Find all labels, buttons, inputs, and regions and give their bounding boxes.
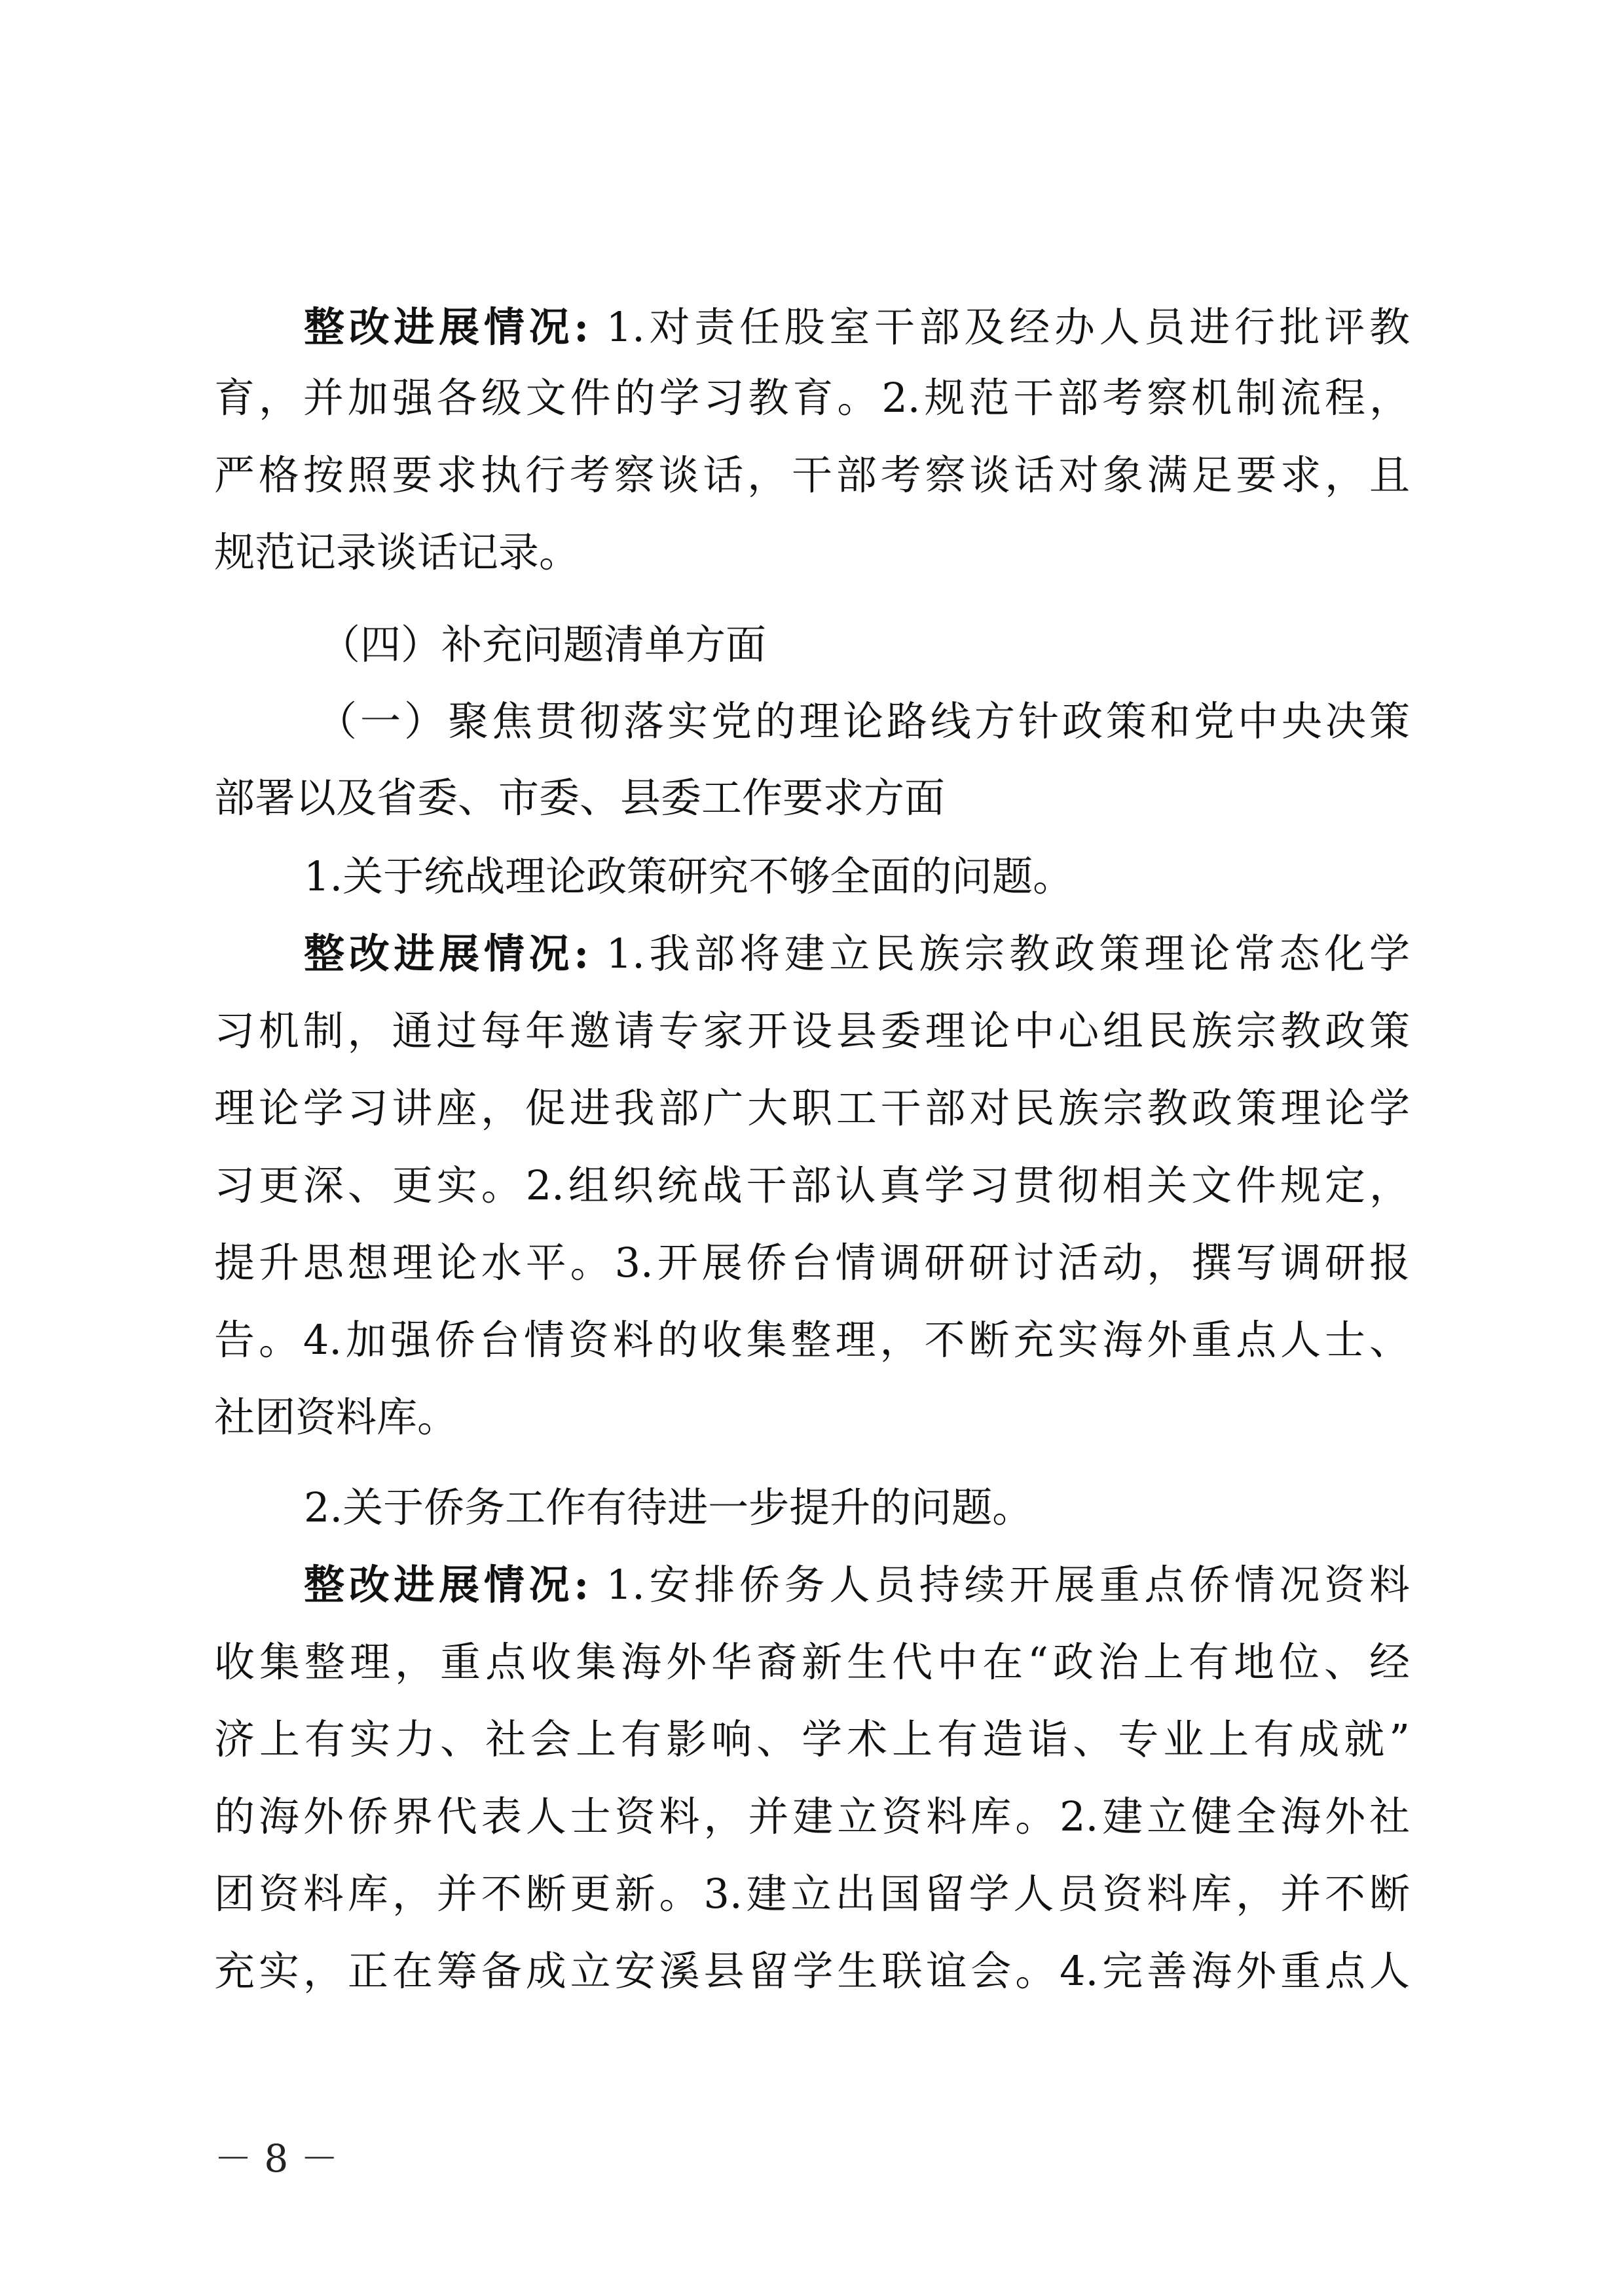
progress-label: 整改进展情况: bbox=[304, 303, 589, 351]
paragraph-1-line-1: 整改进展情况: 1.对责任股室干部及经办人员进行批评教 bbox=[304, 303, 1410, 351]
paragraph-1-line-4: 规范记录谈话记录。 bbox=[214, 528, 580, 576]
issue-heading-2: 2.关于侨务工作有待进一步提升的问题。 bbox=[304, 1484, 1033, 1531]
paragraph-1-line-2: 育，并加强各级文件的学习教育。2.规范干部考察机制流程， bbox=[214, 374, 1410, 422]
section-heading-4: （四）补充问题清单方面 bbox=[320, 621, 767, 668]
subsection-heading-1-line-2: 部署以及省委、市委、县委工作要求方面 bbox=[214, 774, 946, 822]
paragraph-2-line-6: 告。4.加强侨台情资料的收集整理，不断充实海外重点人士、 bbox=[214, 1316, 1410, 1364]
paragraph-3-line-3: 济上有实力、社会上有影响、学术上有造诣、专业上有成就” bbox=[214, 1715, 1410, 1763]
issue-heading-1: 1.关于统战理论政策研究不够全面的问题。 bbox=[304, 852, 1074, 900]
paragraph-3-line-6: 充实，正在筹备成立安溪县留学生联谊会。4.完善海外重点人 bbox=[214, 1947, 1410, 1995]
paragraph-3-line-4: 的海外侨界代表人士资料，并建立资料库。2.建立健全海外社 bbox=[214, 1793, 1410, 1840]
paragraph-2-line-4: 习更深、更实。2.组织统战干部认真学习贯彻相关文件规定， bbox=[214, 1161, 1410, 1209]
paragraph-2-line-3: 理论学习讲座，促进我部广大职工干部对民族宗教政策理论学 bbox=[214, 1084, 1410, 1132]
paragraph-3-line-2: 收集整理，重点收集海外华裔新生代中在“政治上有地位、经 bbox=[214, 1638, 1410, 1686]
subsection-heading-1-line-1: （一）聚焦贯彻落实党的理论路线方针政策和党中央决策 bbox=[316, 697, 1410, 745]
paragraph-2-line-1: 整改进展情况: 1.我部将建立民族宗教政策理论常态化学 bbox=[304, 930, 1410, 977]
paragraph-3-line-1: 整改进展情况: 1.安排侨务人员持续开展重点侨情况资料 bbox=[304, 1561, 1410, 1609]
progress-label: 整改进展情况: bbox=[304, 1561, 589, 1609]
paragraph-2-line-5: 提升思想理论水平。3.开展侨台情调研研讨活动，撰写调研报 bbox=[214, 1239, 1410, 1286]
paragraph-3-line-5: 团资料库，并不断更新。3.建立出国留学人员资料库，并不断 bbox=[214, 1870, 1410, 1918]
page-number: － 8 － bbox=[214, 2136, 339, 2181]
paragraph-1-line-3: 严格按照要求执行考察谈话，干部考察谈话对象满足要求，且 bbox=[214, 451, 1410, 499]
paragraph-2-line-2: 习机制，通过每年邀请专家开设县委理论中心组民族宗教政策 bbox=[214, 1007, 1410, 1055]
progress-label: 整改进展情况: bbox=[304, 930, 589, 977]
paragraph-2-line-7: 社团资料库。 bbox=[214, 1393, 458, 1441]
